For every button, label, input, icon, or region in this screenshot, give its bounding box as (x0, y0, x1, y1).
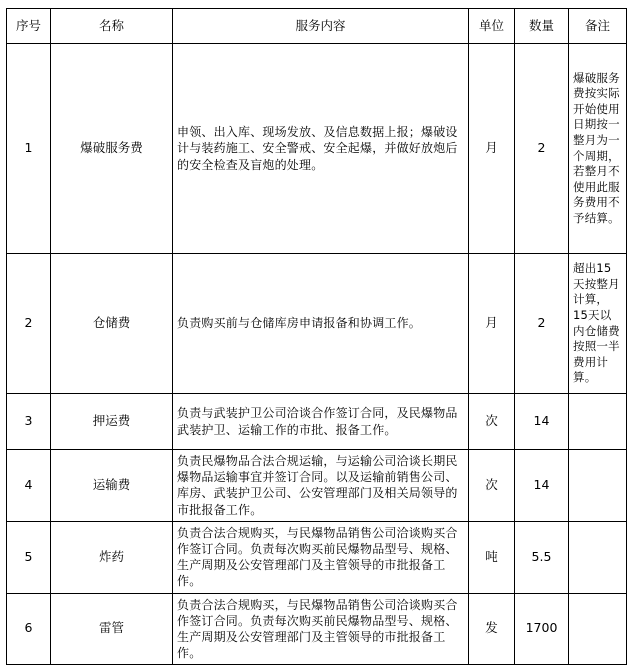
cell-unit: 月 (469, 254, 515, 394)
table-header (7, 9, 627, 44)
cell-name: 爆破服务费 (51, 44, 173, 254)
table-row (7, 450, 627, 522)
cell-remark: 超出15天按整月计算，15天以内仓储费按照一半费用计算。 (569, 254, 627, 394)
cell-quantity: 1700 (515, 593, 569, 665)
cell-quantity: 5.5 (515, 521, 569, 593)
cell-description: 负责合法合规购买，与民爆物品销售公司洽谈购买合作签订合同。负责每次购买前民爆物品型号、规格、生产周期及公安管理部门及主管领导的市批报备工作。 (173, 593, 469, 665)
column-header-quantity: 数量 (515, 9, 569, 44)
cell-unit: 发 (469, 593, 515, 665)
cell-remark: 爆破服务费按实际开始使用日期按一整月为一个周期，若整月不使用此服务费用不予结算。 (569, 44, 627, 254)
cell-quantity: 14 (515, 450, 569, 522)
cell-name: 炸药 (51, 521, 173, 593)
cell-description: 负责民爆物品合法合规运输，与运输公司洽谈长期民爆物品运输事宜并签订合同。以及运输前销售公司、库房、武装护卫公司、公安管理部门及相关局领导的市批报备工作。 (173, 450, 469, 522)
cell-description: 负责合法合规购买，与民爆物品销售公司洽谈购买合作签订合同。负责每次购买前民爆物品型号、规格、生产周期及公安管理部门及主管领导的市批报备工作。 (173, 521, 469, 593)
column-header-unit: 单位 (469, 9, 515, 44)
cell-seq: 3 (7, 394, 51, 450)
cell-unit: 月 (469, 44, 515, 254)
table-row (7, 593, 627, 665)
service-content-table (6, 8, 627, 665)
table-row (7, 44, 627, 254)
cell-name: 雷管 (51, 593, 173, 665)
table-header-row (7, 9, 627, 44)
column-header-description: 服务内容 (173, 9, 469, 44)
cell-quantity: 2 (515, 254, 569, 394)
cell-unit: 吨 (469, 521, 515, 593)
cell-seq: 1 (7, 44, 51, 254)
column-header-name: 名称 (51, 9, 173, 44)
cell-remark (569, 521, 627, 593)
cell-remark (569, 450, 627, 522)
cell-seq: 5 (7, 521, 51, 593)
cell-remark (569, 593, 627, 665)
cell-remark (569, 394, 627, 450)
cell-unit: 次 (469, 394, 515, 450)
table-row (7, 394, 627, 450)
cell-description: 负责与武装护卫公司洽谈合作签订合同，及民爆物品武装护卫、运输工作的市批、报备工作。 (173, 394, 469, 450)
cell-seq: 6 (7, 593, 51, 665)
column-header-remark: 备注 (569, 9, 627, 44)
cell-name: 仓储费 (51, 254, 173, 394)
cell-unit: 次 (469, 450, 515, 522)
table-row (7, 254, 627, 394)
cell-seq: 2 (7, 254, 51, 394)
cell-description: 申领、出入库、现场发放、及信息数据上报；爆破设计与装药施工、安全警戒、安全起爆，并做好放炮后的安全检查及盲炮的处理。 (173, 44, 469, 254)
table-body (7, 44, 627, 665)
cell-description: 负责购买前与仓储库房申请报备和协调工作。 (173, 254, 469, 394)
cell-name: 运输费 (51, 450, 173, 522)
cell-seq: 4 (7, 450, 51, 522)
table-row (7, 521, 627, 593)
cell-quantity: 2 (515, 44, 569, 254)
cell-name: 押运费 (51, 394, 173, 450)
cell-quantity: 14 (515, 394, 569, 450)
column-header-seq: 序号 (7, 9, 51, 44)
